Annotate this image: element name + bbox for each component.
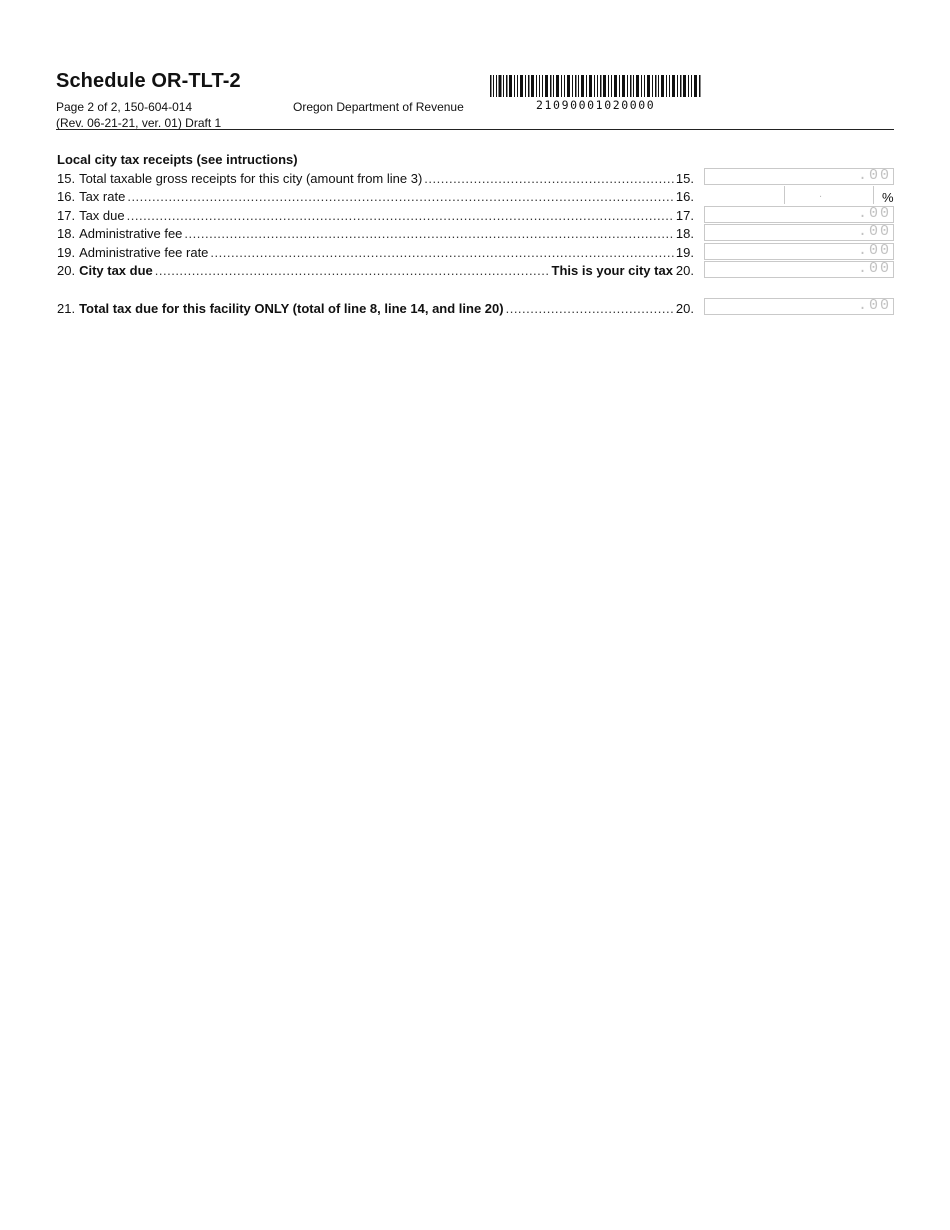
line-ref: 15. xyxy=(675,171,694,186)
dot-leader xyxy=(127,207,674,225)
line-ref: 20. xyxy=(675,301,694,316)
line-ref: 18. xyxy=(675,226,694,241)
section-title: Local city tax receipts (see intructions) xyxy=(57,152,298,167)
line-label: Administrative fee rate xyxy=(79,245,209,260)
line-label: Tax rate xyxy=(79,189,126,204)
form-title: Schedule OR-TLT-2 xyxy=(56,70,241,92)
dot-leader xyxy=(127,188,674,206)
decimal-placeholder: .00 xyxy=(857,260,891,277)
line-label: City tax due xyxy=(79,263,153,278)
line-15-amount-field[interactable] xyxy=(704,168,894,185)
line-number: 16. xyxy=(57,189,76,204)
line-17 xyxy=(57,207,694,225)
line-16-tax-rate-field[interactable] xyxy=(784,186,874,204)
decimal-placeholder: . xyxy=(819,188,823,200)
line-number: 17. xyxy=(57,208,76,223)
line-16 xyxy=(57,188,694,206)
dot-leader xyxy=(424,170,674,188)
line-20-amount-field[interactable] xyxy=(704,261,894,278)
line-number: 21. xyxy=(57,301,76,316)
line-20 xyxy=(57,262,694,280)
revision-info: (Rev. 06-21-21, ver. 01) Draft 1 xyxy=(56,116,222,130)
line-18-amount-field[interactable] xyxy=(704,224,894,241)
dot-leader xyxy=(210,244,674,262)
decimal-placeholder: .00 xyxy=(857,242,891,259)
line-ref: 19. xyxy=(675,245,694,260)
line-label: Total tax due for this facility ONLY (total of line 8, line 14, and line 20) xyxy=(79,301,504,316)
decimal-placeholder: .00 xyxy=(857,167,891,184)
line-number: 20. xyxy=(57,263,76,278)
line-18 xyxy=(57,225,694,243)
line-label: Total taxable gross receipts for this city (amount from line 3) xyxy=(79,171,423,186)
city-tax-note: This is your city tax xyxy=(551,263,673,278)
decimal-placeholder: .00 xyxy=(857,297,891,314)
line-17-amount-field[interactable] xyxy=(704,206,894,223)
line-15 xyxy=(57,170,694,188)
line-21 xyxy=(57,300,694,318)
header-divider xyxy=(56,129,894,130)
line-ref: 17. xyxy=(675,208,694,223)
line-label: Tax due xyxy=(79,208,125,223)
line-label: Administrative fee xyxy=(79,226,183,241)
line-number: 19. xyxy=(57,245,76,260)
decimal-placeholder: .00 xyxy=(857,205,891,222)
decimal-placeholder: .00 xyxy=(857,223,891,240)
page-info: Page 2 of 2, 150-604-014 xyxy=(56,100,193,114)
line-19 xyxy=(57,244,694,262)
line-number: 15. xyxy=(57,171,76,186)
line-ref: 20. xyxy=(675,263,694,278)
agency-name: Oregon Department of Revenue xyxy=(293,100,464,114)
barcode-number: 21090001020000 xyxy=(536,98,656,112)
line-ref: 16. xyxy=(675,189,694,204)
barcode-image xyxy=(490,75,702,97)
dot-leader xyxy=(506,300,674,318)
percent-sign: % xyxy=(882,190,894,205)
dot-leader xyxy=(155,262,550,280)
line-number: 18. xyxy=(57,226,76,241)
line-21-amount-field[interactable] xyxy=(704,298,894,315)
dot-leader xyxy=(184,225,674,243)
line-19-amount-field[interactable] xyxy=(704,243,894,260)
